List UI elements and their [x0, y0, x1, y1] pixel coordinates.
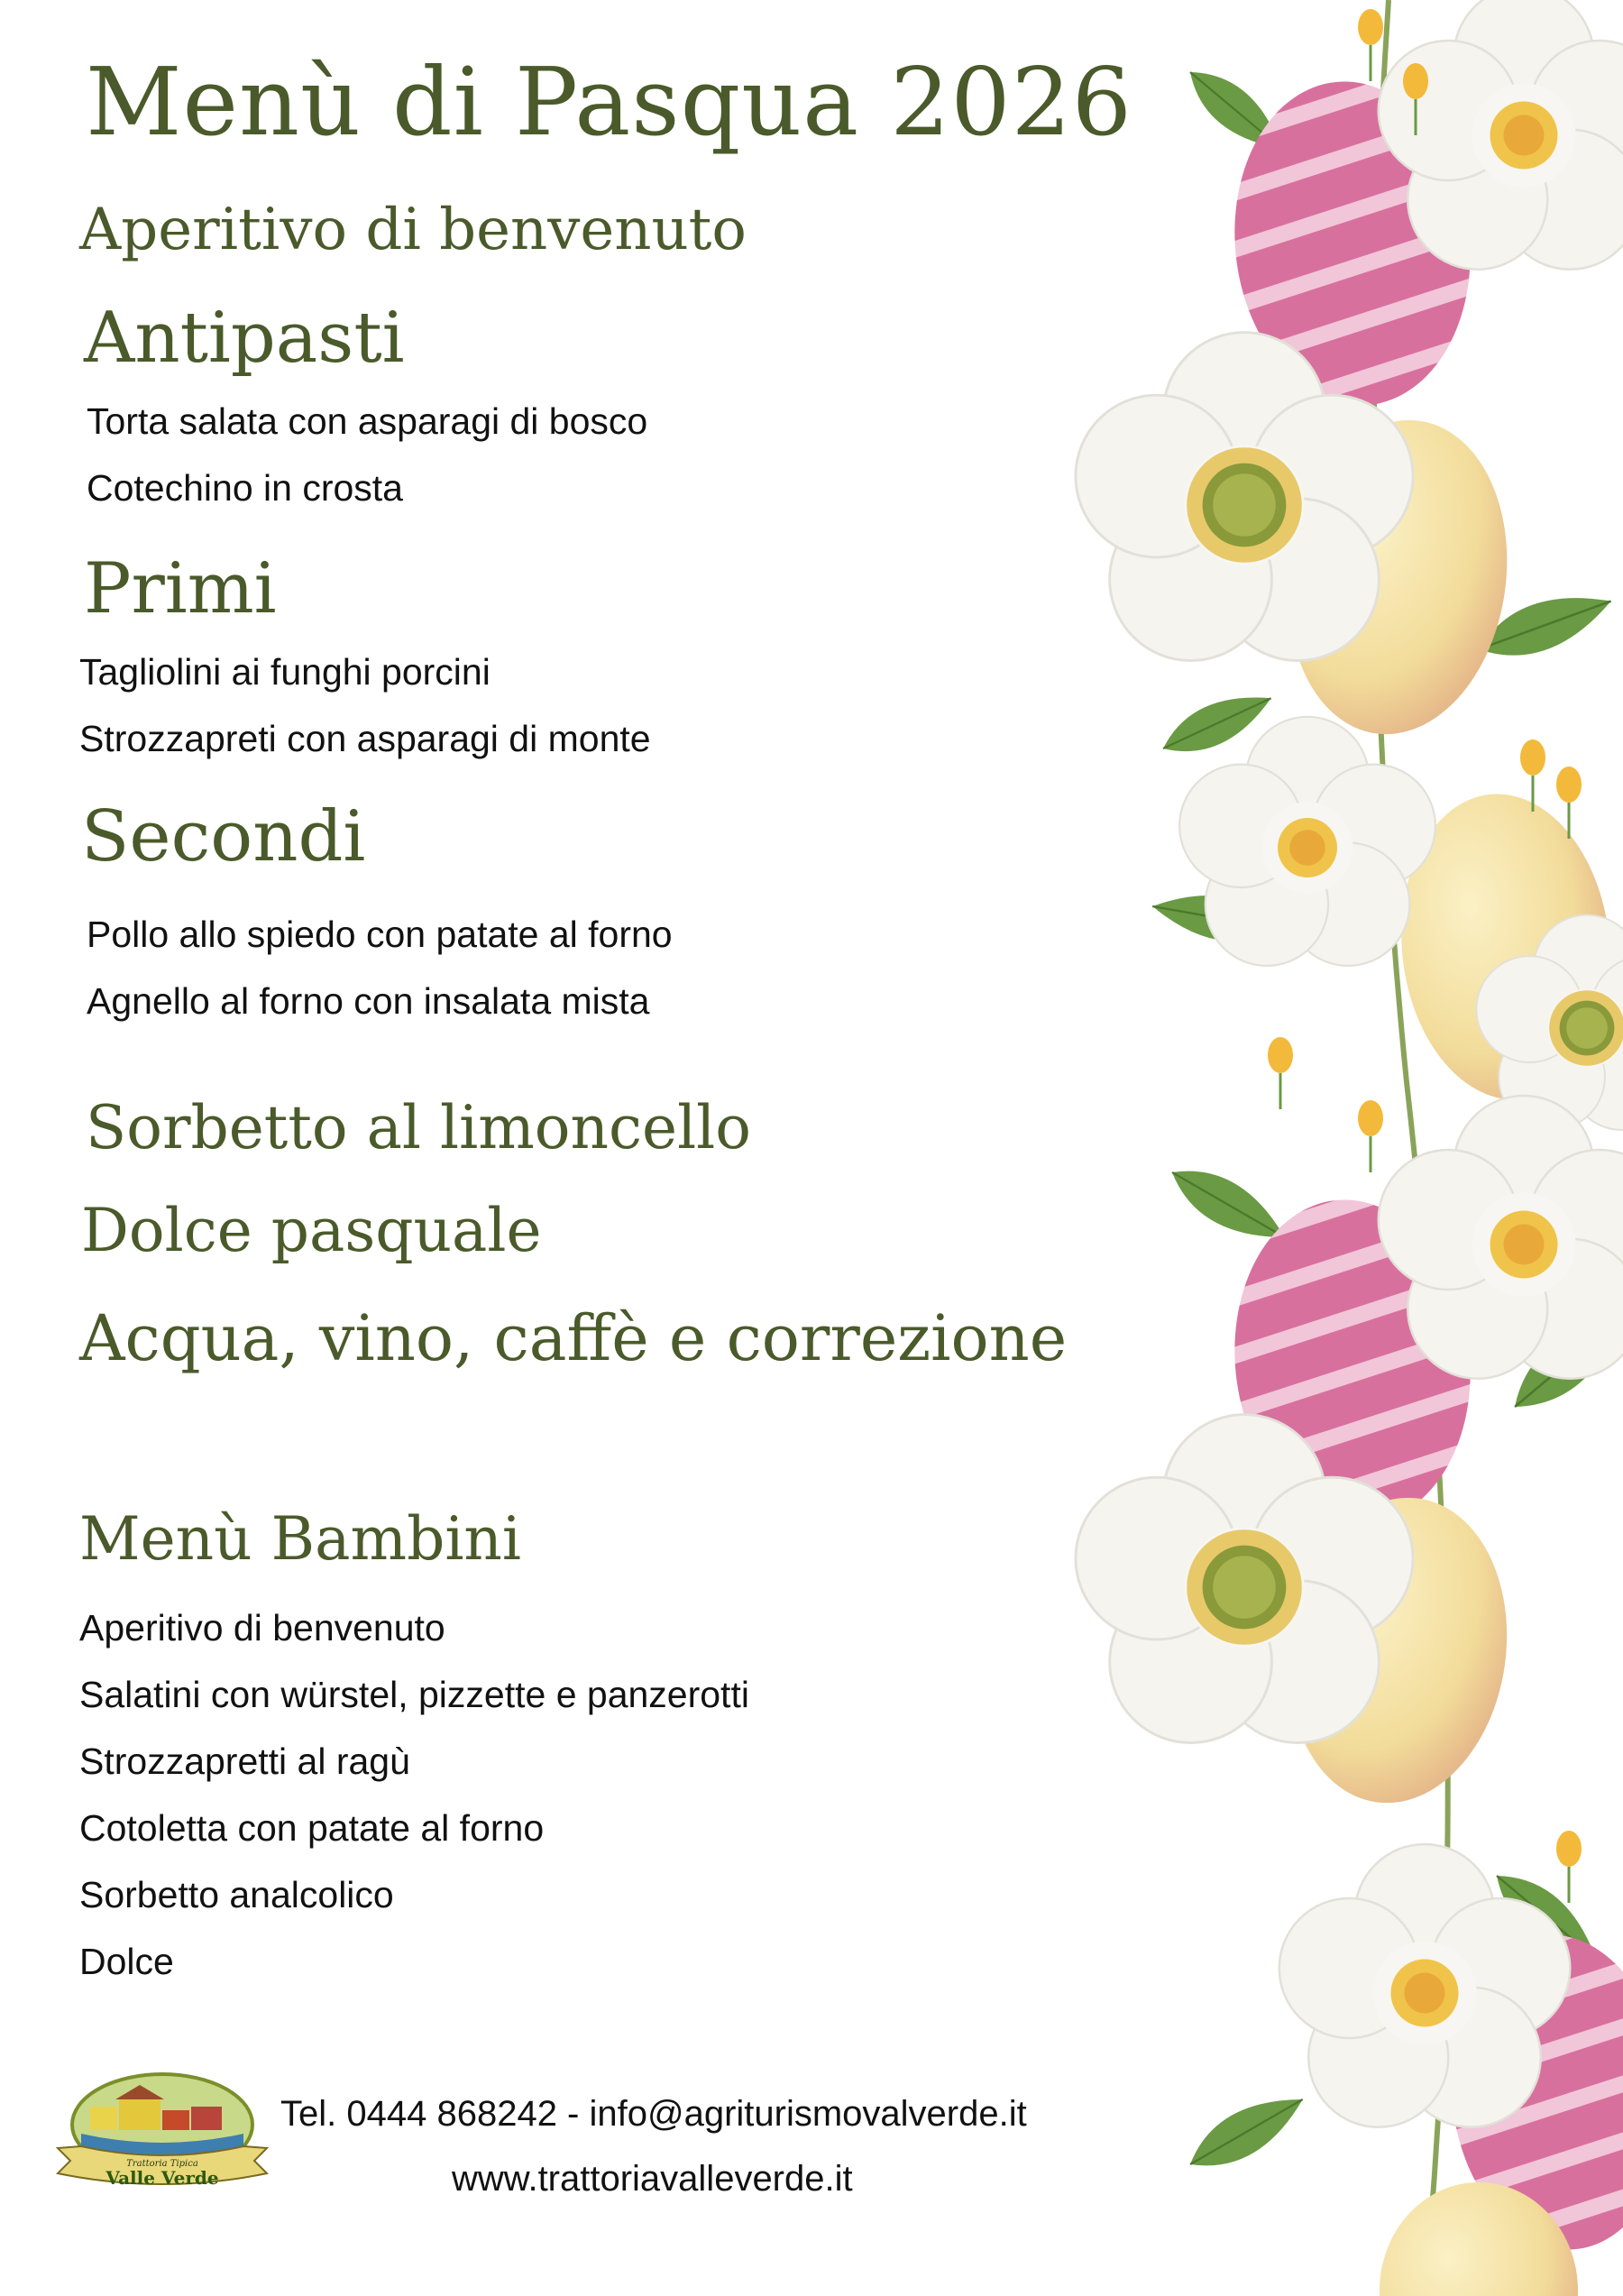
list-item: Cotechino in crosta	[87, 467, 403, 509]
list-item: Strozzapretti al ragù	[79, 1740, 410, 1782]
extra-dolce: Dolce pasquale	[81, 1196, 542, 1265]
flower-bud-icon	[1358, 9, 1383, 81]
list-item: Tagliolini ai funghi porcini	[79, 651, 491, 693]
list-item: Aperitivo di benvenuto	[79, 1607, 445, 1649]
extra-sorbetto: Sorbetto al limoncello	[86, 1093, 752, 1162]
list-item: Dolce	[79, 1941, 174, 1982]
extra-bevande: Acqua, vino, caffè e correzione	[79, 1301, 1068, 1375]
list-item: Agnello al forno con insalata mista	[87, 980, 650, 1022]
trattoria-logo	[54, 2071, 270, 2199]
floral-border	[1010, 0, 1623, 2296]
primi-list	[79, 638, 651, 772]
section-heading-antipasti: Antipasti	[84, 298, 405, 379]
section-heading-primi: Primi	[84, 548, 277, 629]
footer-website: www.trattoriavalleverde.it	[452, 2159, 853, 2199]
kids-menu-list	[79, 1594, 749, 1995]
list-item: Strozzapreti con asparagi di monte	[79, 718, 651, 759]
leaf-icon	[1179, 2080, 1314, 2183]
flower-icon	[1179, 717, 1435, 966]
logo-name: Valle Verde	[105, 2167, 219, 2189]
list-item: Cotoletta con patate al forno	[79, 1807, 545, 1849]
page-title: Menù di Pasqua 2026	[86, 47, 1132, 157]
antipasti-list	[87, 388, 647, 521]
kids-menu-heading: Menù Bambini	[79, 1504, 522, 1574]
flower-bud-icon	[1268, 1037, 1293, 1109]
secondi-list	[87, 901, 673, 1034]
list-item: Pollo allo spiedo con patate al forno	[87, 914, 673, 955]
section-heading-secondi: Secondi	[81, 796, 366, 877]
flower-bud-icon	[1358, 1100, 1383, 1172]
welcome-heading: Aperitivo di benvenuto	[79, 197, 747, 263]
list-item: Salatini con würstel, pizzette e panzerotti	[79, 1674, 749, 1715]
list-item: Sorbetto analcolico	[79, 1874, 394, 1915]
footer-contact: Tel. 0444 868242 - info@agriturismovalverde.it	[280, 2094, 1027, 2134]
flower-bud-icon	[1556, 1831, 1582, 1903]
logo-caption: Trattoria Tipica	[126, 2159, 198, 2169]
list-item: Torta salata con asparagi di bosco	[87, 400, 648, 442]
